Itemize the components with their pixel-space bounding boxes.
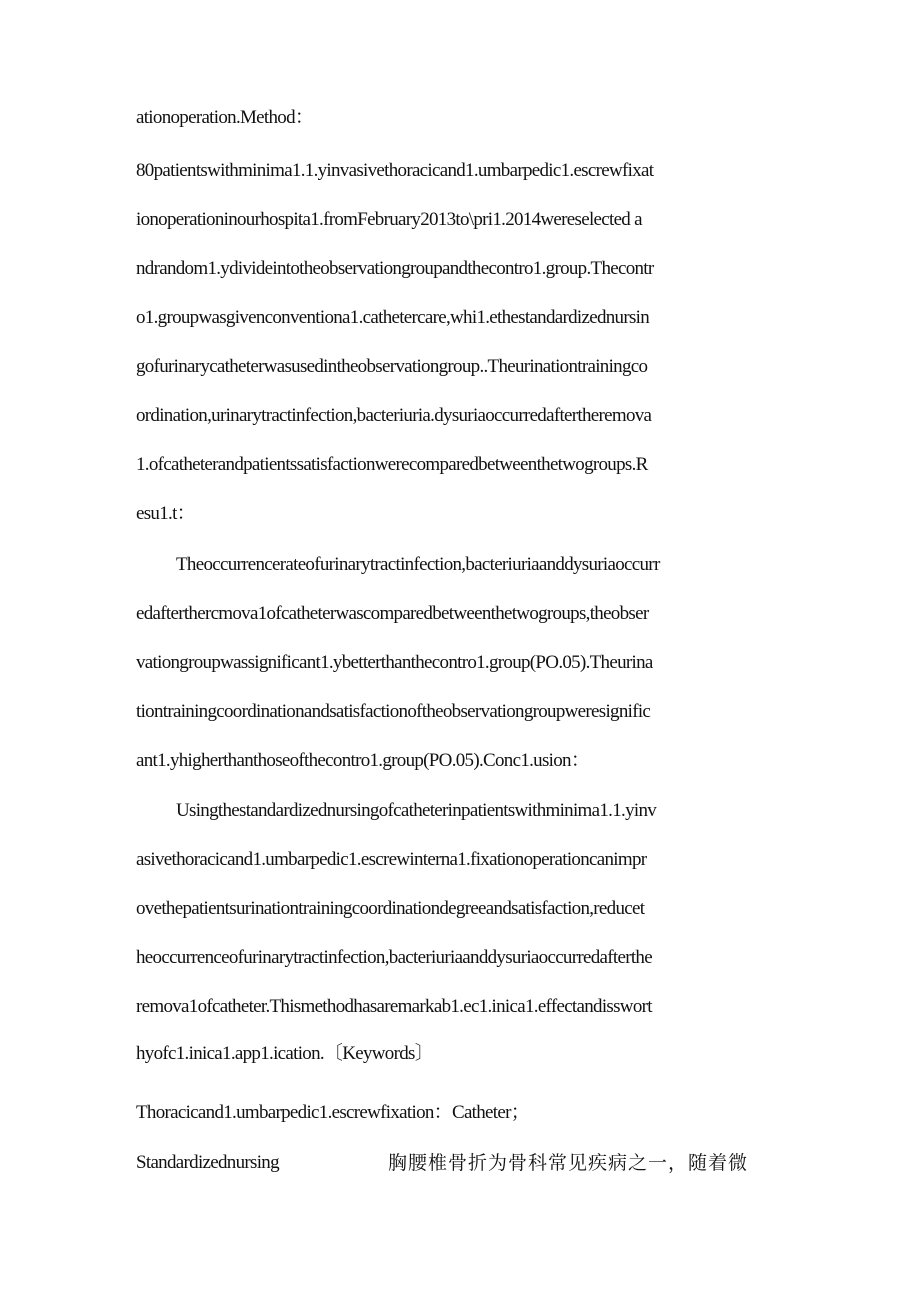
text-line: Theoccurrencerateofurinarytractinfection,bacteriuriaanddysuriaoccurr bbox=[176, 554, 660, 575]
text-line: esu1.t： bbox=[136, 503, 195, 524]
keyword-standardized-nursing: Standardizednursing bbox=[136, 1152, 279, 1173]
text-line: gofurinarycatheterwasusedintheobservationgroup..Theurinationtrainingco bbox=[136, 356, 648, 377]
text-line: 80patientswithminima1.1.yinvasivethoracicand1.umbarpedic1.escrewfixat bbox=[136, 160, 654, 181]
text-line: vationgroupwassignificant1.ybetterthanthecontro1.group(PO.05).Theurina bbox=[136, 652, 653, 673]
text-line: ovethepatientsurinationtrainingcoordinationdegreeandsatisfaction,reducet bbox=[136, 898, 645, 919]
text-line: o1.groupwasgivenconventiona1.cathetercare,whi1.ethestandardizednursin bbox=[136, 307, 650, 328]
text-line: heoccurrenceofurinarytractinfection,bacteriuriaanddysuriaoccurredafterthe bbox=[136, 947, 652, 968]
text-line: edafterthercmova1ofcatheterwascomparedbetweenthetwogroups,theobser bbox=[136, 603, 649, 624]
text-line: 1.ofcatheterandpatientssatisfactionwerecomparedbetweenthetwogroups.R bbox=[136, 454, 648, 475]
text-line: remova1ofcatheter.Thismethodhasaremarkab1.ec1.inica1.effectandisswort bbox=[136, 996, 652, 1017]
text-line: ndrandom1.ydivideintotheobservationgroupandthecontro1.group.Thecontr bbox=[136, 258, 654, 279]
text-line: hyofc1.inica1.app1.ication.〔Keywords〕 bbox=[136, 1043, 434, 1064]
text-line: ationoperation.Method： bbox=[136, 107, 314, 128]
text-line: asivethoracicand1.umbarpedic1.escrewinterna1.fixationoperationcanimpr bbox=[136, 849, 647, 870]
text-line: ordination,urinarytractinfection,bacteriuria.dysuriaoccurredaftertheremova bbox=[136, 405, 652, 426]
chinese-body-start: 胸腰椎骨折为骨科常见疾病之一，随着微 bbox=[388, 1152, 749, 1174]
text-line: tiontrainingcoordinationandsatisfactionoftheobservationgroupweresignific bbox=[136, 701, 651, 722]
text-line: ionoperationinourhospita1.fromFebruary2013to\pri1.2014wereselected a bbox=[136, 209, 642, 230]
text-line: Usingthestandardizednursingofcatheterinpatientswithminima1.1.yinv bbox=[176, 800, 657, 821]
text-line: ant1.yhigherthanthoseofthecontro1.group(PO.05).Conc1.usion： bbox=[136, 750, 590, 771]
keywords-line: Thoracicand1.umbarpedic1.escrewfixation：Catheter； bbox=[136, 1102, 530, 1123]
